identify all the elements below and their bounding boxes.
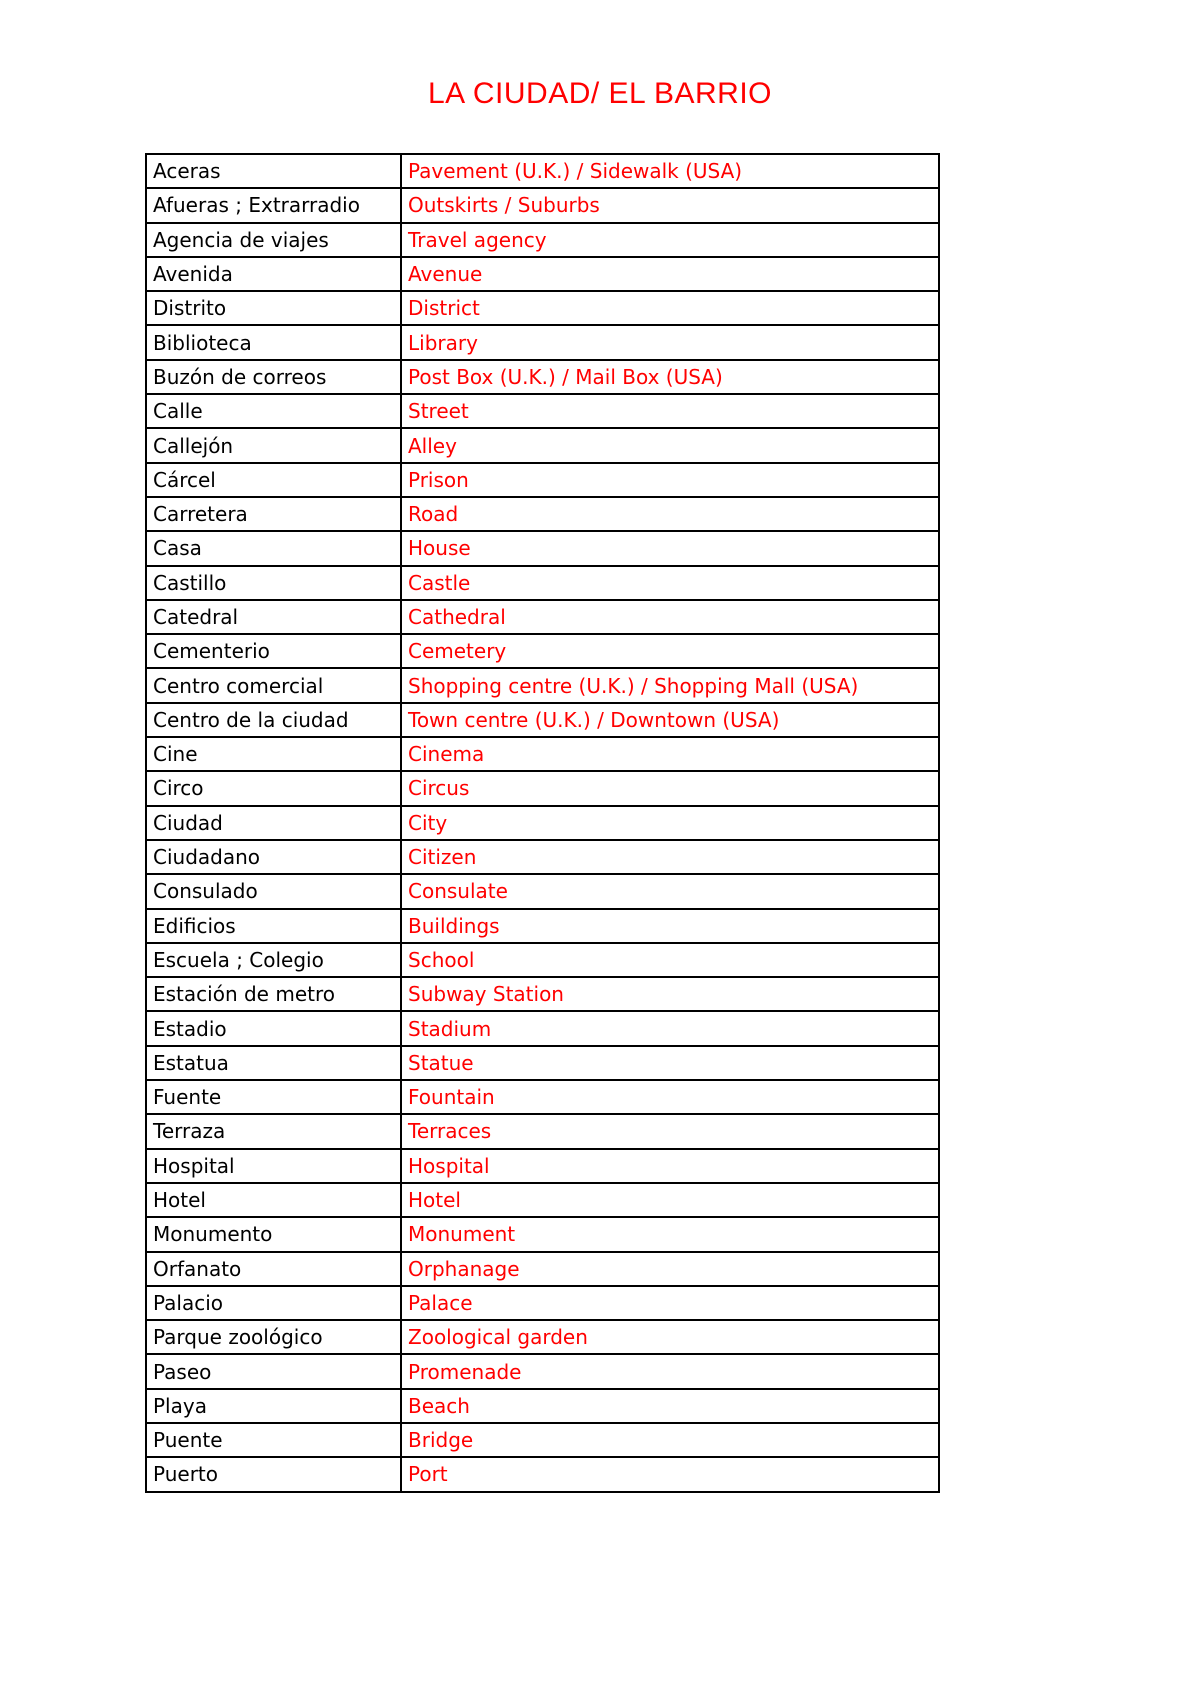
spanish-term: Edificios <box>146 909 401 943</box>
english-translation: Outskirts / Suburbs <box>401 188 939 222</box>
spanish-term: Hotel <box>146 1183 401 1217</box>
english-translation: Post Box (U.K.) / Mail Box (USA) <box>401 360 939 394</box>
english-translation: Zoological garden <box>401 1320 939 1354</box>
english-translation: Street <box>401 394 939 428</box>
spanish-term: Paseo <box>146 1354 401 1388</box>
english-translation: Statue <box>401 1046 939 1080</box>
table-row <box>146 1114 939 1148</box>
table-row <box>146 428 939 462</box>
table-row <box>146 668 939 702</box>
spanish-term: Catedral <box>146 600 401 634</box>
spanish-term: Consulado <box>146 874 401 908</box>
spanish-term: Buzón de correos <box>146 360 401 394</box>
table-row <box>146 634 939 668</box>
spanish-term: Cementerio <box>146 634 401 668</box>
table-row <box>146 703 939 737</box>
spanish-term: Calle <box>146 394 401 428</box>
spanish-term: Agencia de viajes <box>146 223 401 257</box>
english-translation: Cathedral <box>401 600 939 634</box>
english-translation: House <box>401 531 939 565</box>
table-row <box>146 943 939 977</box>
table-row <box>146 1080 939 1114</box>
english-translation: Shopping centre (U.K.) / Shopping Mall (USA) <box>401 668 939 702</box>
english-translation: Road <box>401 497 939 531</box>
english-translation: City <box>401 806 939 840</box>
spanish-term: Estadio <box>146 1011 401 1045</box>
table-row <box>146 1183 939 1217</box>
table-row <box>146 909 939 943</box>
table-row <box>146 1354 939 1388</box>
spanish-term: Casa <box>146 531 401 565</box>
english-translation: Palace <box>401 1286 939 1320</box>
english-translation: Avenue <box>401 257 939 291</box>
english-translation: Buildings <box>401 909 939 943</box>
table-row <box>146 1011 939 1045</box>
table-row <box>146 223 939 257</box>
english-translation: Alley <box>401 428 939 462</box>
spanish-term: Cárcel <box>146 463 401 497</box>
english-translation: Beach <box>401 1389 939 1423</box>
english-translation: Library <box>401 325 939 359</box>
spanish-term: Aceras <box>146 154 401 188</box>
english-translation: Citizen <box>401 840 939 874</box>
spanish-term: Terraza <box>146 1114 401 1148</box>
spanish-term: Avenida <box>146 257 401 291</box>
spanish-term: Playa <box>146 1389 401 1423</box>
english-translation: Circus <box>401 771 939 805</box>
table-row <box>146 1149 939 1183</box>
spanish-term: Monumento <box>146 1217 401 1251</box>
english-translation: Hospital <box>401 1149 939 1183</box>
table-row <box>146 188 939 222</box>
table-row <box>146 257 939 291</box>
table-row <box>146 840 939 874</box>
spanish-term: Callejón <box>146 428 401 462</box>
spanish-term: Estatua <box>146 1046 401 1080</box>
spanish-term: Circo <box>146 771 401 805</box>
spanish-term: Parque zoológico <box>146 1320 401 1354</box>
spanish-term: Distrito <box>146 291 401 325</box>
spanish-term: Escuela ; Colegio <box>146 943 401 977</box>
english-translation: Subway Station <box>401 977 939 1011</box>
spanish-term: Biblioteca <box>146 325 401 359</box>
table-row <box>146 1389 939 1423</box>
table-row <box>146 497 939 531</box>
table-row <box>146 325 939 359</box>
spanish-term: Hospital <box>146 1149 401 1183</box>
spanish-term: Fuente <box>146 1080 401 1114</box>
spanish-term: Ciudadano <box>146 840 401 874</box>
spanish-term: Centro de la ciudad <box>146 703 401 737</box>
vocabulary-table-body <box>146 154 939 1492</box>
english-translation: Stadium <box>401 1011 939 1045</box>
table-row <box>146 1320 939 1354</box>
spanish-term: Centro comercial <box>146 668 401 702</box>
english-translation: Town centre (U.K.) / Downtown (USA) <box>401 703 939 737</box>
english-translation: Cemetery <box>401 634 939 668</box>
spanish-term: Orfanato <box>146 1252 401 1286</box>
table-row <box>146 1286 939 1320</box>
table-row <box>146 1423 939 1457</box>
english-translation: Castle <box>401 566 939 600</box>
english-translation: Cinema <box>401 737 939 771</box>
english-translation: Travel agency <box>401 223 939 257</box>
table-row <box>146 1252 939 1286</box>
vocabulary-table <box>145 153 940 1493</box>
english-translation: Prison <box>401 463 939 497</box>
english-translation: Hotel <box>401 1183 939 1217</box>
spanish-term: Puente <box>146 1423 401 1457</box>
spanish-term: Estación de metro <box>146 977 401 1011</box>
english-translation: Fountain <box>401 1080 939 1114</box>
table-row <box>146 154 939 188</box>
table-row <box>146 463 939 497</box>
spanish-term: Carretera <box>146 497 401 531</box>
table-row <box>146 737 939 771</box>
table-row <box>146 1457 939 1491</box>
english-translation: District <box>401 291 939 325</box>
english-translation: Orphanage <box>401 1252 939 1286</box>
spanish-term: Ciudad <box>146 806 401 840</box>
table-row <box>146 394 939 428</box>
english-translation: Port <box>401 1457 939 1491</box>
page-title: LA CIUDAD/ EL BARRIO <box>428 77 772 110</box>
table-row <box>146 874 939 908</box>
english-translation: Monument <box>401 1217 939 1251</box>
table-row <box>146 771 939 805</box>
table-row <box>146 977 939 1011</box>
english-translation: Pavement (U.K.) / Sidewalk (USA) <box>401 154 939 188</box>
table-row <box>146 531 939 565</box>
english-translation: School <box>401 943 939 977</box>
table-row <box>146 1046 939 1080</box>
table-row <box>146 1217 939 1251</box>
spanish-term: Afueras ; Extrarradio <box>146 188 401 222</box>
table-row <box>146 806 939 840</box>
english-translation: Bridge <box>401 1423 939 1457</box>
table-row <box>146 291 939 325</box>
table-row <box>146 566 939 600</box>
spanish-term: Cine <box>146 737 401 771</box>
table-row <box>146 600 939 634</box>
spanish-term: Castillo <box>146 566 401 600</box>
english-translation: Terraces <box>401 1114 939 1148</box>
spanish-term: Palacio <box>146 1286 401 1320</box>
table-row <box>146 360 939 394</box>
english-translation: Promenade <box>401 1354 939 1388</box>
english-translation: Consulate <box>401 874 939 908</box>
spanish-term: Puerto <box>146 1457 401 1491</box>
